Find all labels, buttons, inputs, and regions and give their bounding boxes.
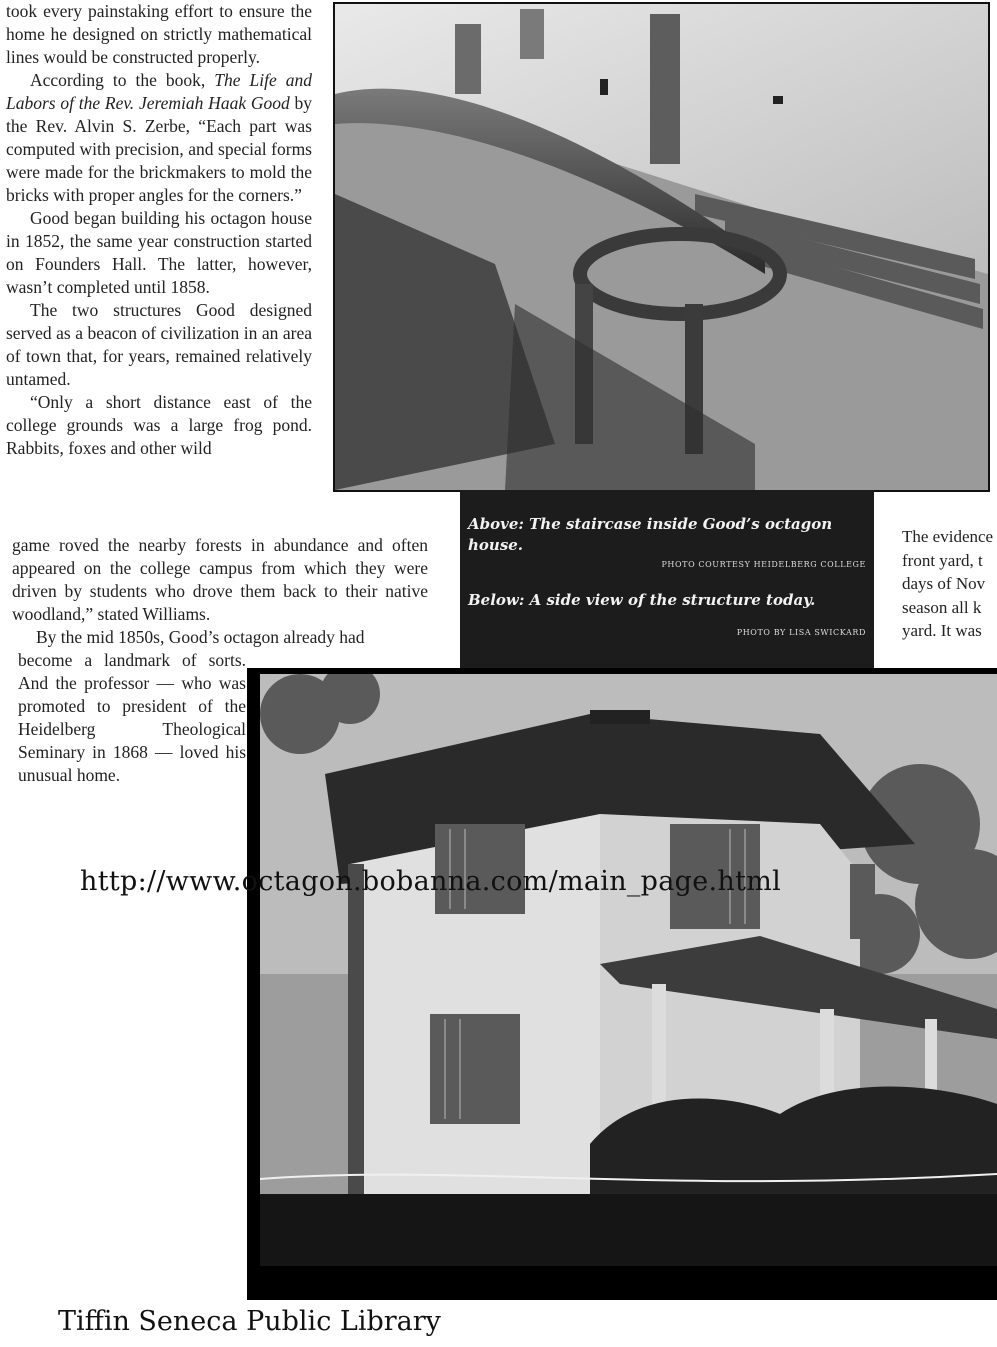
source-url: http://www.octagon.bobanna.com/main_page.html (80, 866, 782, 897)
article-paragraph: By the mid 1850s, Good’s octagon already had (36, 627, 365, 647)
article-line: season all k (902, 597, 982, 617)
article-paragraph: Good began building his octagon house in 1852, the same year construction started on Founders Hall. The latter, however, wasn’t completed until 1858. (6, 208, 312, 297)
photo-credit-above: PHOTO COURTESY HEIDELBERG COLLEGE (661, 560, 866, 569)
caption-below: Below: A side view of the structure today. (468, 591, 816, 609)
article-line: yard. It was (902, 621, 982, 640)
photo-caption-box (460, 490, 874, 668)
book-title: The Life and Labors of the Rev. Jeremiah Haak Good (6, 70, 312, 113)
article-text: According to the book, (30, 70, 215, 90)
article-paragraph: become a landmark of sorts. And the professor — who was promoted to president of the Heidelberg Theological Seminary in 1868 — loved his unusual home. (18, 650, 246, 785)
caption-above: Above: The staircase inside Good’s octagon house. (468, 515, 833, 554)
octagon-house-illustration (260, 674, 997, 1266)
article-paragraph: “Only a short distance east of the college grounds was a large frog pond. Rabbits, foxes and other wild (6, 392, 312, 458)
article-line: days of Nov (902, 574, 986, 593)
library-credit: Tiffin Seneca Public Library (58, 1306, 441, 1337)
article-paragraph: The two structures Good designed served as a beacon of civilization in an area of town that, for years, remained relatively untamed. (6, 300, 312, 389)
article-column-narrow (18, 649, 246, 787)
article-column-top (6, 0, 312, 460)
photo-credit-below: PHOTO BY LISA SWICKARD (736, 628, 866, 637)
article-text: by the Rev. Alvin S. Zerbe, “Each part was computed with precision, and special forms were made for the brickmakers to mold the bricks with proper angles for the corners.” (6, 93, 312, 205)
article-line: front yard, t (902, 550, 983, 570)
octagon-house-photo (260, 674, 997, 1266)
staircase-illustration (335, 4, 988, 490)
article-line: The evidence (902, 527, 994, 546)
article-column-wide (12, 534, 428, 649)
staircase-photo (333, 2, 990, 492)
article-column-right (902, 525, 997, 665)
article-paragraph: game roved the nearby forests in abundance and often appeared on the college campus from which they were driven by students who drove them back to their native woodland,” stated Williams. (12, 535, 428, 624)
article-paragraph (6, 69, 312, 207)
article-paragraph: took every painstaking effort to ensure the home he designed on strictly mathematical lines would be constructed properly. (6, 1, 312, 67)
